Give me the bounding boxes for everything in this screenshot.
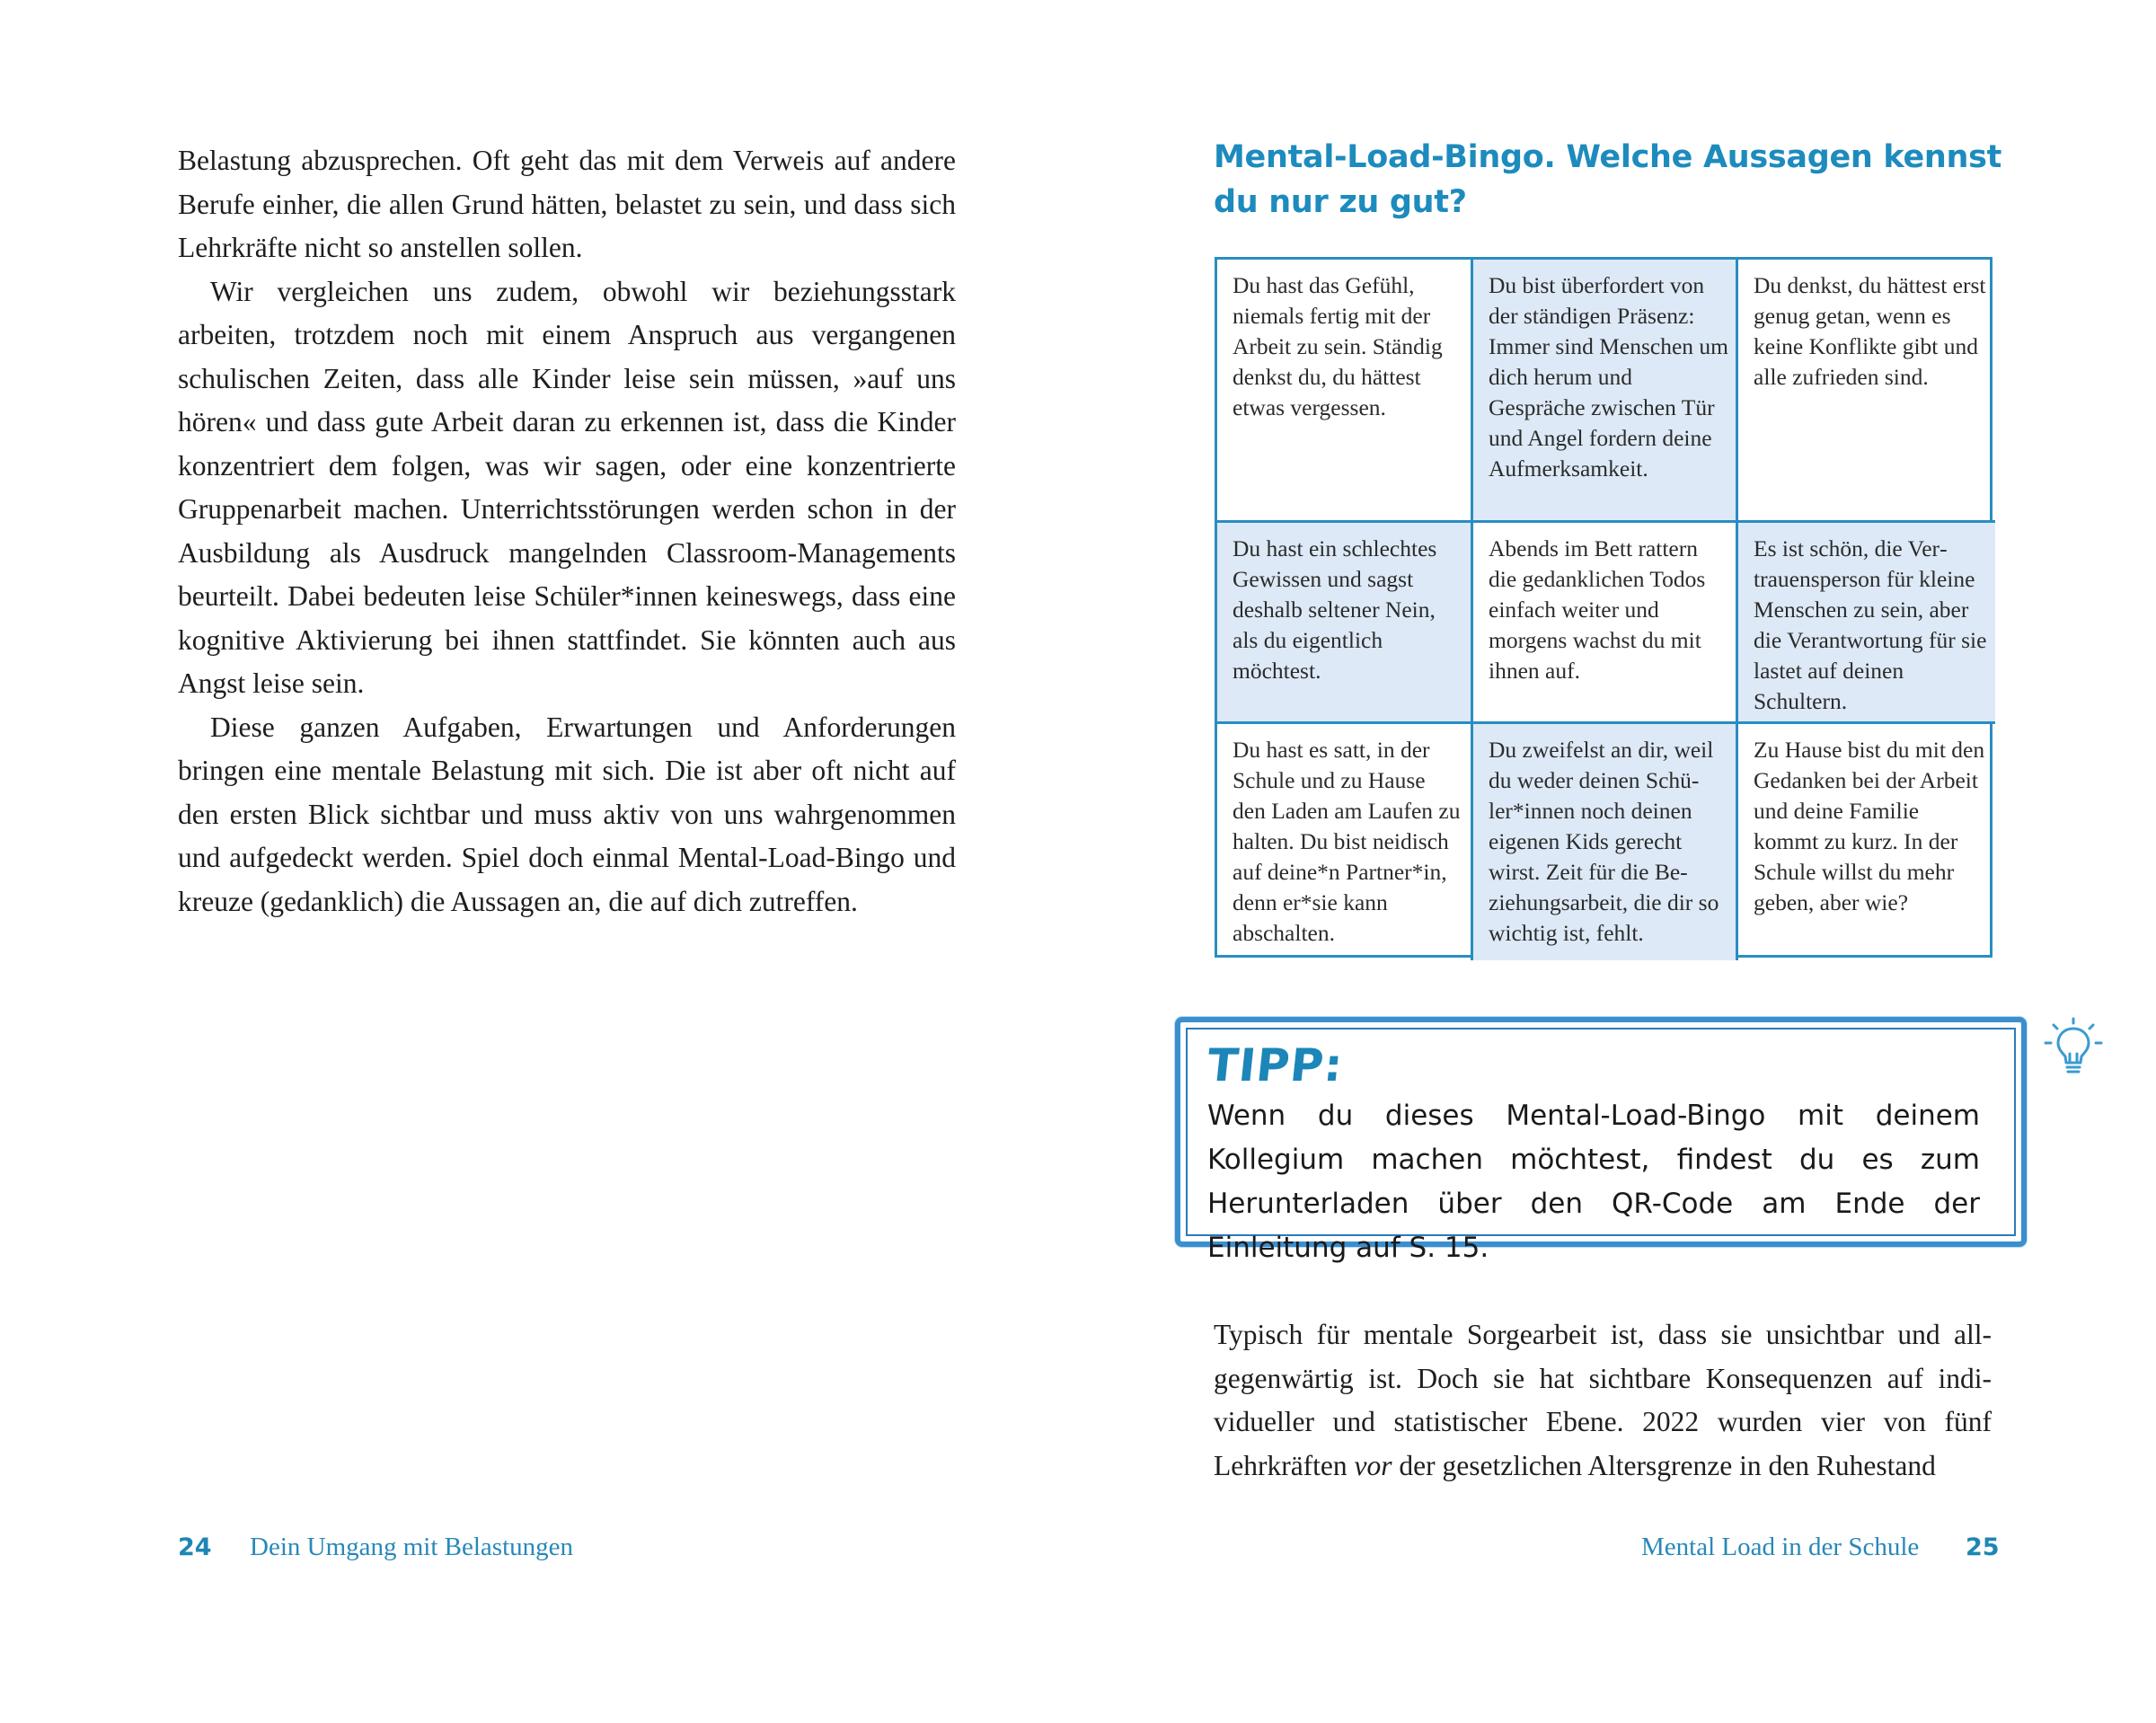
page-number-left: 24 (178, 1533, 212, 1561)
bingo-cell: Du zweifelst an dir, weil du weder deinen Schüler*innen noch deinen eigenen Kids gerecht wirst. Zeit für die Beziehungsarbeit, die dir so wichtig ist, fehlt. (1473, 724, 1738, 960)
paragraph: Wir vergleichen uns zudem, obwohl wir beziehungsstark arbeiten, trotzdem noch mit einem Anspruch aus vergangenen schulischen Zeiten, dass alle Kinder leise sein müssen, »auf uns hören« und dass gute Arbeit daran zu erkennen ist, dass die Kinder konzentriert dem folgen, was wir sagen, oder eine konzentrierte Gruppenarbeit machen. Unterrichtsstörungen werden schon in der Ausbildung als Ausdruck mangelnden Classroom-Managements beurteilt. Dabei bedeuten leise Schüler*innen keineswegs, dass eine kognitive Aktivierung bei ihnen stattfindet. Sie könnten auch aus Angst leise sein. (178, 275, 956, 699)
running-head-left: Dein Umgang mit Belastungen (250, 1533, 574, 1561)
bingo-cell: Du denkst, du hättest erst genug getan, wenn es keine Konflikte gibt und alle zufrieden sind. (1738, 260, 1995, 523)
bingo-cell: Es ist schön, die Vertrauensperson für kleine Menschen zu sein, aber die Verantwortung für sie lastet auf deinen Schultern. (1738, 523, 1995, 724)
paragraph-start: Typisch für mentale Sorgearbeit ist, dass sie unsichtbar und allgegenwärtig ist. Doch sie hat sichtbare Konsequenzen auf individueller und statistischer Ebene. 2022 wurden vier von fünf Lehrkräften (1214, 1319, 1992, 1481)
right-body-text (1214, 1313, 1992, 1488)
tip-box (1175, 1017, 2027, 1264)
bingo-heading: Mental-Load-Bingo. Welche Aussagen kennst du nur zu gut? (1214, 139, 2002, 220)
page-number-right: 25 (1966, 1533, 2000, 1561)
bingo-cell: Du bist überfordert von der ständigen Präsenz: Immer sind Menschen um dich herum und Gespräche zwischen Tür und Angel fordern deine Aufmerksamkeit. (1473, 260, 1738, 523)
running-head-right: Mental Load in der Schule (1641, 1533, 1920, 1561)
tip-text: Wenn du dieses Mental-Load-Bingo mit deinem Kollegium machen möchtest, findest du es zum Herunterladen über den QR-Code am Ende der Einleitung auf S. 15. (1207, 1100, 1980, 1264)
lightbulb-icon (2042, 1016, 2105, 1079)
bingo-cell: Du hast es satt, in der Schule und zu Hause den Laden am Laufen zu halten. Du bist neidisch auf deine*n Partner*in, denn er*sie kann abschalten. (1217, 724, 1473, 960)
paragraph: Belastung abzusprechen. Oft geht das mit dem Verweis auf andere Berufe einher, die allen Grund hätten, belastet zu sein, und dass sich Lehrkräfte nicht so anstellen sollen. (178, 145, 956, 263)
right-page (1078, 0, 2156, 1723)
paragraph-end: der gesetzlichen Altersgrenze in den Ruhestand (1392, 1449, 1936, 1481)
bingo-cell: Abends im Bett rattern die gedanklichen Todos einfach weiter und morgens wachst du mit ihnen auf. (1473, 523, 1738, 724)
paragraph (1214, 1313, 1992, 1488)
bingo-cell: Zu Hause bist du mit den Gedanken bei der Arbeit und deine Familie kommt zu kurz. In der Schule willst du mehr geben, aber wie? (1754, 737, 1985, 915)
paragraph: Diese ganzen Aufgaben, Erwartungen und Anforderungen bringen eine mentale Belastung mit sich. Die ist aber oft nicht auf den ersten Blick sichtbar und muss aktiv von uns wahrgenommen und aufgedeckt werden. Spiel doch einmal Mental-Load-Bingo und kreuze (gedanklich) die Aussagen an, die auf dich zutreffen. (178, 711, 956, 917)
tip-title: TIPP: (1204, 1039, 1347, 1091)
bingo-grid (1215, 257, 1993, 958)
emphasis: vor (1354, 1449, 1392, 1481)
bingo-cell: Du hast das Gefühl, niemals fertig mit der Arbeit zu sein. Ständig denkst du, du hättest etwas vergessen. (1217, 260, 1473, 523)
bingo-cell: Du hast ein schlechtes Gewissen und sagst deshalb seltener Nein, als du eigentlich möchtest. (1217, 523, 1473, 724)
left-body-text (178, 139, 956, 923)
